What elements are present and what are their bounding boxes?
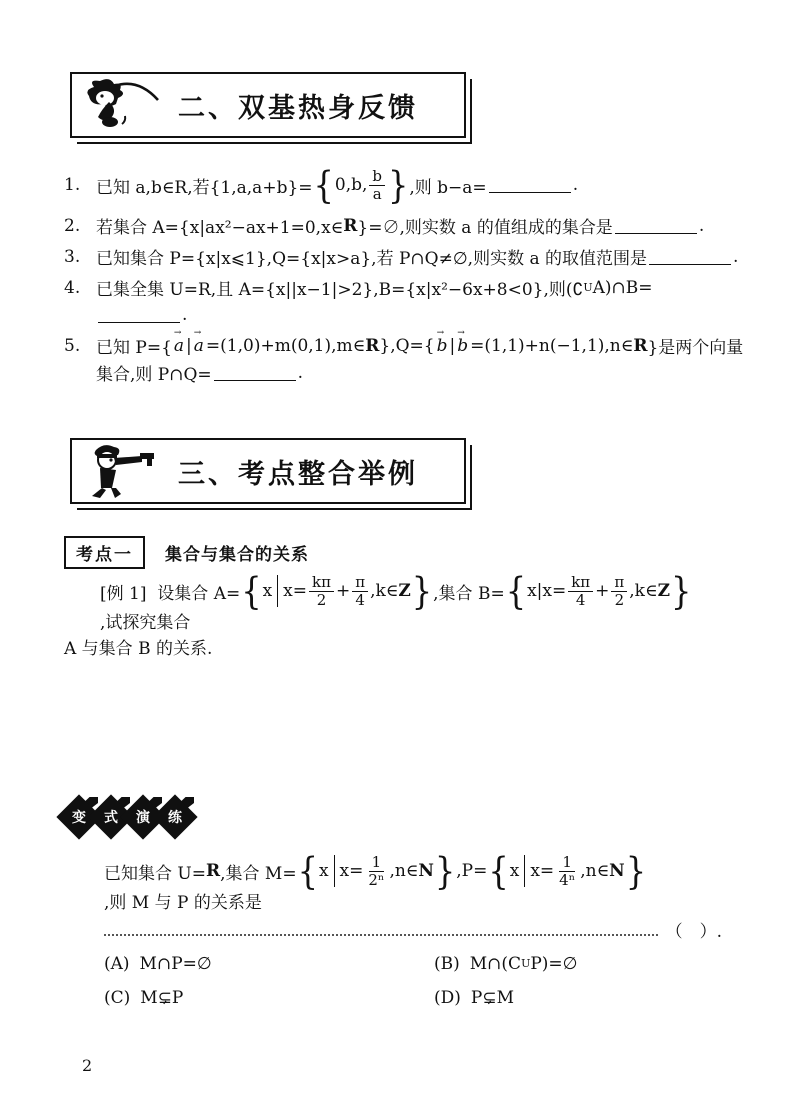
option-d <box>434 984 748 1011</box>
brace-delimiter: { <box>313 162 334 208</box>
section-title-warmup: 二、双基热身反馈 <box>178 92 418 124</box>
text-run: . <box>733 246 739 267</box>
text-run: M∩(C <box>469 953 522 974</box>
text-run: =(1,0)+m(0,1),m∈ <box>205 335 366 356</box>
text-run: 集合,则 P∩Q= <box>96 365 212 385</box>
text-run: . <box>182 304 188 325</box>
answer-blank <box>98 307 180 323</box>
text-run: M⊊P <box>140 987 184 1008</box>
text-run: 已集全集 U=R,且 A={x||x−1|>2},B={x|x²−6x+8<0},则(∁ <box>96 280 584 300</box>
dotted-leader-line <box>104 934 658 936</box>
bold-symbol: R <box>205 861 221 881</box>
text-run: | <box>449 335 456 356</box>
problem-number: 1. <box>64 175 81 195</box>
text-run: x <box>318 861 329 881</box>
text-run: ,P= <box>456 861 488 881</box>
problem-2 <box>64 212 748 239</box>
vector-symbol: → b <box>437 336 448 356</box>
answer-blank <box>615 218 697 234</box>
text-run: }=∅,则实数 a 的值组成的集合是 <box>357 218 613 238</box>
subscript: U <box>583 281 593 294</box>
problem-line <box>96 243 748 270</box>
text-run: ,k∈ <box>370 581 399 601</box>
brace-delimiter: { <box>241 568 262 614</box>
variation-practice-diamonds-icon <box>60 798 188 836</box>
problem-line <box>96 359 748 386</box>
stamp-char: 变 <box>72 810 86 826</box>
option-formula <box>471 984 514 1011</box>
brace-delimiter: { <box>505 568 527 614</box>
text-run: 已知集合 U= <box>104 863 206 884</box>
choice-options <box>64 950 748 1011</box>
dotted-leader-row <box>64 917 748 942</box>
subscript: U <box>521 957 531 970</box>
option-label: (B) <box>434 953 460 974</box>
section-title-kaodian: 三、考点整合举例 <box>178 458 418 490</box>
option-label: (C) <box>104 987 131 1008</box>
set-divider-bar <box>277 575 278 607</box>
fraction: $\frac{k\pi}{4}$ <box>568 574 593 608</box>
answer-blank <box>489 177 571 193</box>
bold-symbol: R <box>633 335 648 356</box>
problem-line <box>96 162 748 208</box>
brace-delimiter: } <box>388 162 409 208</box>
answer-blank <box>649 249 731 265</box>
text-run: P)=∅ <box>530 953 578 974</box>
example-line <box>64 633 748 660</box>
answer-blank <box>214 365 296 381</box>
text-run: P⊊M <box>470 987 514 1008</box>
brace-delimiter: } <box>434 848 456 894</box>
option-formula <box>470 950 578 977</box>
option-b <box>434 950 748 977</box>
diamond-stamp <box>156 798 194 836</box>
text-run: + <box>335 581 351 601</box>
fraction: $\frac{1}{\text{2ⁿ}}$ <box>368 853 385 889</box>
text-run: A)∩B= <box>592 277 653 298</box>
bold-symbol: N <box>418 861 434 881</box>
fraction: $\frac{b}{a}$ <box>369 168 385 202</box>
option-label: (D) <box>434 987 461 1008</box>
exam-point-heading <box>64 536 309 569</box>
option-formula <box>140 950 212 977</box>
fraction: $\frac{\pi}{4}$ <box>352 574 368 608</box>
problem-3 <box>64 243 748 270</box>
text-run: 若集合 A={x|ax²−ax+1=0,x∈ <box>96 218 344 238</box>
text-run: + <box>595 581 610 601</box>
text-run: M∩P=∅ <box>139 953 212 974</box>
bold-symbol: Z <box>657 581 670 601</box>
option-a <box>104 950 434 977</box>
text-run: x|x= <box>527 581 567 601</box>
problem-number: 4. <box>64 277 81 298</box>
fraction: $\frac{k\pi}{2}$ <box>309 574 334 608</box>
bold-symbol: R <box>365 335 380 356</box>
bold-symbol: Z <box>398 581 411 601</box>
text-run: x= <box>283 581 308 601</box>
brace-delimiter: } <box>625 848 647 894</box>
text-run: }是两个向量 <box>647 338 744 358</box>
set-divider-bar <box>334 855 335 887</box>
option-formula <box>140 984 183 1011</box>
fraction: $\frac{\pi}{2}$ <box>611 574 627 608</box>
exam-point-box-label: 考点一 <box>64 536 145 569</box>
problem-4 <box>64 274 748 328</box>
text-run: ,k∈ <box>629 581 658 601</box>
text-run: =(1,1)+n(−1,1),n∈ <box>470 335 634 356</box>
bold-symbol: R <box>343 215 358 236</box>
question-line <box>64 848 748 913</box>
brace-delimiter: } <box>671 568 692 614</box>
cartoon-kid-swinging-icon <box>78 77 164 133</box>
text-run: . <box>297 362 304 383</box>
exam-point-title: 集合与集合的关系 <box>165 545 309 565</box>
problem-line <box>96 212 748 239</box>
text-run: . <box>572 175 579 195</box>
text-run: ,n∈ <box>389 861 419 881</box>
fraction: $\frac{1}{\text{4ⁿ}}$ <box>559 853 576 889</box>
text-run: x= <box>530 861 555 881</box>
problem-5 <box>64 332 748 386</box>
vector-symbol: → b <box>457 336 468 356</box>
problem-line <box>96 274 748 301</box>
brace-delimiter: { <box>488 848 509 894</box>
option-c <box>104 984 434 1011</box>
problem-number: 3. <box>64 246 81 267</box>
text-run: x <box>509 861 520 881</box>
text-run: A 与集合 B 的关系. <box>64 639 213 659</box>
example-line <box>64 568 748 633</box>
warmup-problem-list <box>64 162 748 390</box>
text-run: ,则 b−a= <box>409 177 487 198</box>
text-run: },Q={ <box>379 335 435 356</box>
text-run: 已知 P={ <box>96 338 172 358</box>
vector-symbol: → a <box>194 336 204 356</box>
problem-1 <box>64 162 748 208</box>
text-run: x <box>262 581 273 601</box>
section-banner-warmup <box>70 72 466 138</box>
text-run: ,集合 B= <box>433 583 505 604</box>
text-run: | <box>186 335 192 356</box>
text-run: [例 1] 设集合 A= <box>100 583 241 604</box>
problem-number: 5. <box>64 335 81 356</box>
bold-symbol: N <box>609 861 625 881</box>
text-run: ,n∈ <box>580 861 610 881</box>
answer-bracket: （ ）. <box>665 922 722 942</box>
problem-line <box>96 332 748 359</box>
problem-line <box>96 301 748 328</box>
section-banner-kaodian <box>70 438 466 504</box>
stamp-char: 演 <box>136 810 150 826</box>
stamp-char: 练 <box>168 810 182 826</box>
option-label: (A) <box>104 953 130 974</box>
text-run: 已知 a,b∈R,若{1,a,a+b}= <box>96 177 313 198</box>
text-run: ,集合 M= <box>220 863 297 884</box>
text-run: 已知集合 P={x|x⩽1},Q={x|x>a},若 P∩Q≠∅,则实数 a 的取值范围是 <box>96 249 648 269</box>
brace-delimiter: } <box>411 568 433 614</box>
text-run: . <box>698 215 705 236</box>
text-run: ,则 M 与 P 的关系是 <box>104 893 262 913</box>
set-divider-bar <box>524 855 525 887</box>
text-run: ,试探究集合 <box>100 613 191 633</box>
brace-delimiter: { <box>297 848 318 894</box>
page-number: 2 <box>82 1056 93 1075</box>
practice-question <box>64 848 748 1011</box>
text-run: x= <box>339 861 364 881</box>
vector-symbol: → a <box>174 336 184 356</box>
example-1 <box>64 568 748 660</box>
problem-number: 2. <box>64 215 81 236</box>
text-run: 0,b, <box>334 175 368 195</box>
stamp-char: 式 <box>104 810 118 826</box>
cartoon-kid-shooting-icon <box>78 442 164 500</box>
